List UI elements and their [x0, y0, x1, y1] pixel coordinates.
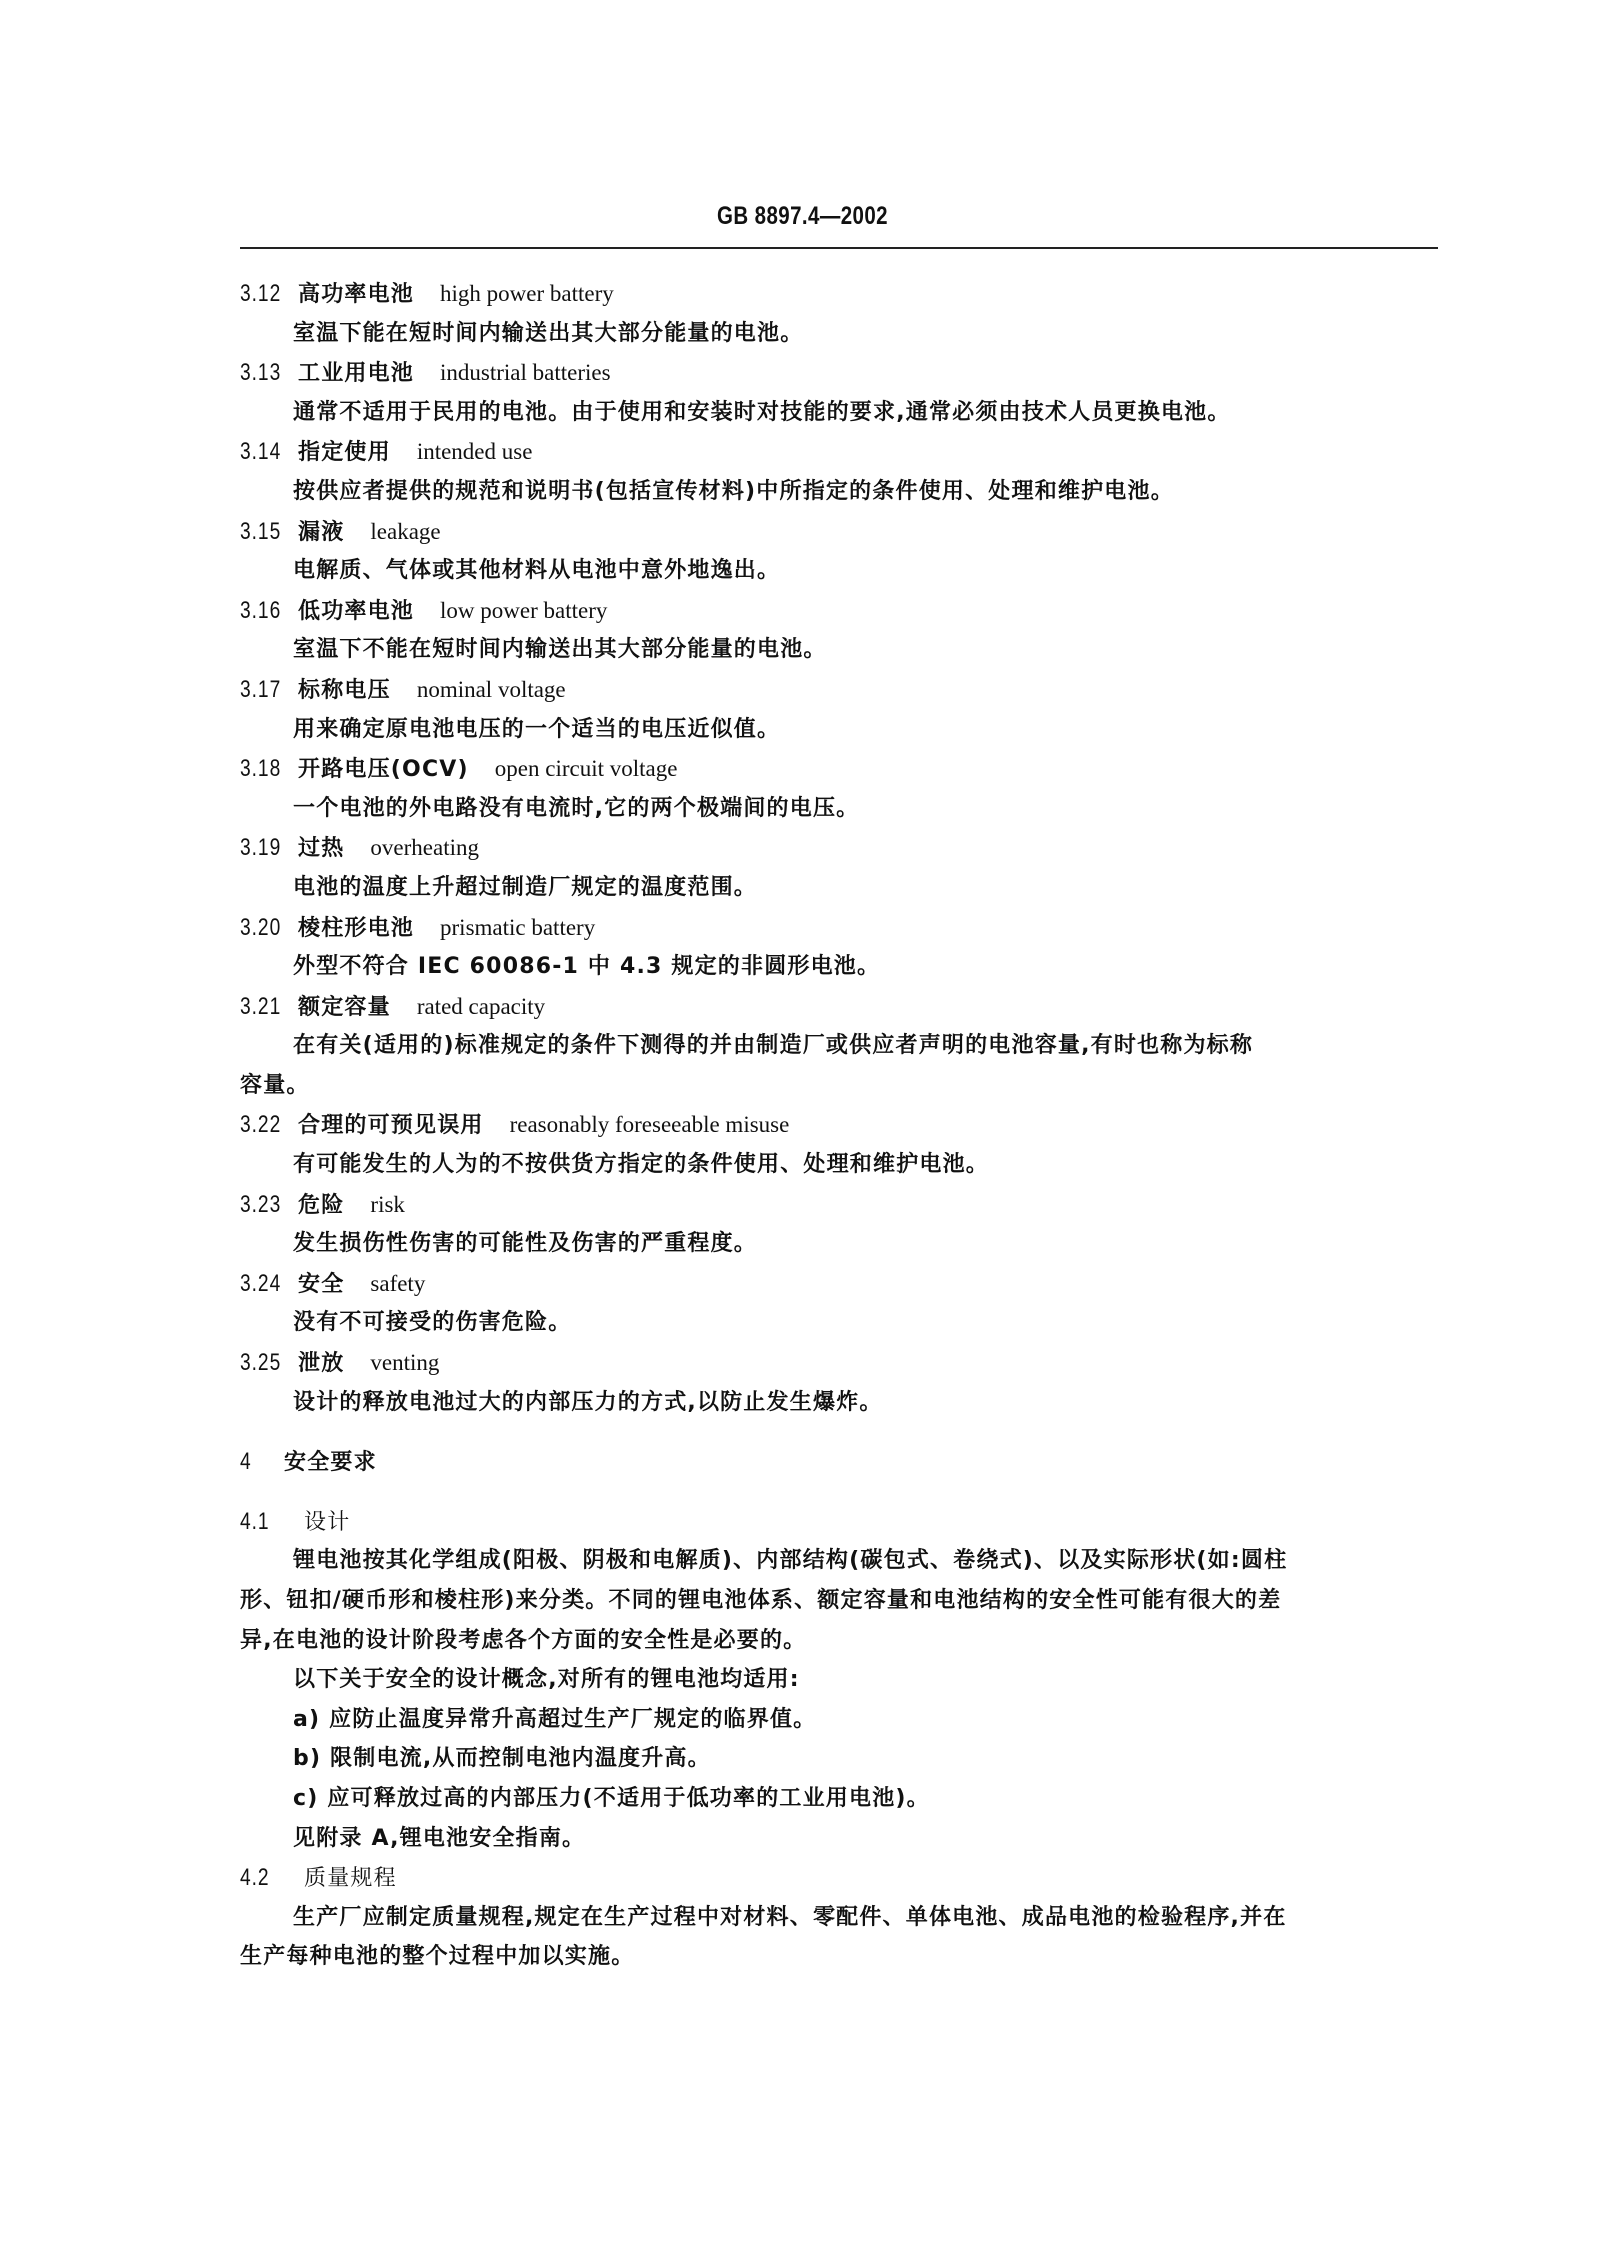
term-en: risk [370, 1191, 405, 1217]
clause-number: 3.17 [240, 675, 282, 703]
term-en: rated capacity [416, 993, 546, 1019]
clause-number: 3.18 [240, 755, 282, 783]
definition-3-23 [240, 1185, 1438, 1264]
definition-text: 电池的温度上升超过制造厂规定的温度范围。 [293, 874, 758, 900]
definition-text: 外型不符合 IEC 60086-1 中 4.3 规定的非圆形电池。 [293, 954, 881, 980]
definition-3-12 [240, 274, 1438, 353]
clause-number: 3.25 [240, 1349, 282, 1377]
term-zh: 高功率电池 [298, 282, 415, 307]
clause-number: 3.24 [240, 1269, 282, 1297]
section-number: 4 [240, 1448, 252, 1476]
document-body [240, 274, 1438, 1977]
term-zh: 危险 [298, 1192, 345, 1218]
clause-number: 3.21 [240, 992, 282, 1020]
definition-3-24 [240, 1264, 1438, 1343]
definition-3-17 [240, 670, 1438, 749]
term-zh: 开路电压(OCV) [298, 757, 469, 783]
list-item-a: a) 应防止温度异常升高超过生产厂规定的临界值。 [293, 1706, 817, 1732]
paragraph-intro: 以下关于安全的设计概念,对所有的锂电池均适用: [293, 1667, 800, 1693]
definition-text-continued: 容量。 [240, 1072, 310, 1098]
subsection-title: 设计 [304, 1509, 351, 1535]
clause-number: 3.13 [240, 359, 282, 387]
definition-text: 用来确定原电池电压的一个适当的电压近似值。 [293, 716, 781, 742]
definition-text: 室温下不能在短时间内输送出其大部分能量的电池。 [293, 637, 827, 663]
definition-3-18 [240, 749, 1438, 828]
term-zh: 漏液 [298, 519, 345, 545]
clause-number: 3.22 [240, 1111, 282, 1139]
subsection-heading-4-2 [240, 1858, 1438, 1898]
term-en: nominal voltage [416, 676, 566, 702]
section-title: 安全要求 [284, 1450, 377, 1476]
subsection-heading-4-1 [240, 1502, 1438, 1542]
term-zh: 工业用电池 [298, 361, 415, 387]
term-zh: 棱柱形电池 [298, 915, 415, 941]
subsection-number: 4.1 [240, 1507, 270, 1535]
term-en: open circuit voltage [494, 756, 678, 782]
definition-3-13 [240, 353, 1438, 432]
clause-number: 3.20 [240, 913, 282, 941]
clause-number: 3.12 [240, 280, 282, 307]
term-zh: 合理的可预见误用 [298, 1113, 484, 1139]
term-en: low power battery [440, 597, 608, 623]
term-zh: 过热 [298, 836, 345, 862]
page-header-standard-code: GB 8897.4—2002 [717, 202, 888, 230]
definition-text: 有可能发生的人为的不按供货方指定的条件使用、处理和维护电池。 [293, 1152, 990, 1178]
definition-3-16 [240, 591, 1438, 670]
term-en: intended use [416, 439, 533, 465]
term-en: overheating [370, 835, 479, 861]
header-rule [240, 247, 1438, 249]
definition-3-21 [240, 987, 1438, 1106]
list-item-c: c) 应可释放过高的内部压力(不适用于低功率的工业用电池)。 [293, 1785, 930, 1811]
term-en: industrial batteries [440, 360, 611, 386]
term-en: reasonably foreseeable misuse [509, 1112, 790, 1138]
definition-text: 通常不适用于民用的电池。由于使用和安装时对技能的要求,通常必须由技术人员更换电池。 [293, 399, 1231, 425]
paragraph-line: 生产厂应制定质量规程,规定在生产过程中对材料、零配件、单体电池、成品电池的检验程序,并在 [293, 1904, 1287, 1930]
paragraph-line: 形、钮扣/硬币形和棱柱形)来分类。不同的锂电池体系、额定容量和电池结构的安全性可能有很大的差 [240, 1588, 1282, 1613]
definition-text: 在有关(适用的)标准规定的条件下测得的并由制造厂或供应者声明的电池容量,有时也称为标称 [293, 1033, 1254, 1059]
definition-text: 发生损伤性伤害的可能性及伤害的严重程度。 [293, 1231, 758, 1257]
clause-number: 3.23 [240, 1190, 282, 1218]
term-zh: 标称电压 [298, 677, 391, 703]
subsection-title: 质量规程 [304, 1866, 397, 1892]
paragraph-line: 异,在电池的设计阶段考虑各个方面的安全性是必要的。 [240, 1627, 807, 1653]
term-en: venting [370, 1350, 440, 1376]
subsection-number: 4.2 [240, 1864, 270, 1892]
definition-3-15 [240, 512, 1438, 591]
definition-text: 没有不可接受的伤害危险。 [293, 1310, 572, 1336]
paragraph-line: 锂电池按其化学组成(阳极、阴极和电解质)、内部结构(碳包式、卷绕式)、以及实际形状(如:圆柱 [293, 1548, 1288, 1574]
definition-3-22 [240, 1105, 1438, 1184]
appendix-reference: 见附录 A,锂电池安全指南。 [293, 1825, 586, 1851]
clause-number: 3.15 [240, 517, 282, 545]
definition-3-25 [240, 1343, 1438, 1422]
definition-text: 室温下能在短时间内输送出其大部分能量的电池。 [293, 320, 804, 346]
term-zh: 安全 [298, 1271, 345, 1297]
definition-text: 电解质、气体或其他材料从电池中意外地逸出。 [293, 558, 781, 584]
list-item-b: b) 限制电流,从而控制电池内温度升高。 [293, 1746, 711, 1772]
clause-number: 3.19 [240, 834, 282, 862]
definition-3-20 [240, 908, 1438, 987]
term-zh: 指定使用 [298, 440, 391, 466]
term-zh: 额定容量 [298, 994, 391, 1020]
term-en: safety [370, 1270, 426, 1296]
definition-text: 一个电池的外电路没有电流时,它的两个极端间的电压。 [293, 795, 860, 821]
term-en: leakage [370, 518, 441, 544]
clause-number: 3.14 [240, 438, 282, 466]
definition-3-19 [240, 828, 1438, 907]
paragraph-line: 生产每种电池的整个过程中加以实施。 [240, 1944, 635, 1970]
clause-number: 3.16 [240, 596, 282, 624]
term-en: prismatic battery [440, 914, 596, 940]
section-heading-4 [240, 1442, 1438, 1482]
definition-text: 设计的释放电池过大的内部压力的方式,以防止发生爆炸。 [293, 1389, 883, 1415]
term-zh: 泄放 [298, 1351, 345, 1377]
definition-3-14 [240, 432, 1438, 511]
definition-text: 按供应者提供的规范和说明书(包括宣传材料)中所指定的条件使用、处理和维护电池。 [293, 478, 1174, 504]
term-zh: 低功率电池 [298, 598, 415, 624]
term-en: high power battery [440, 281, 614, 306]
